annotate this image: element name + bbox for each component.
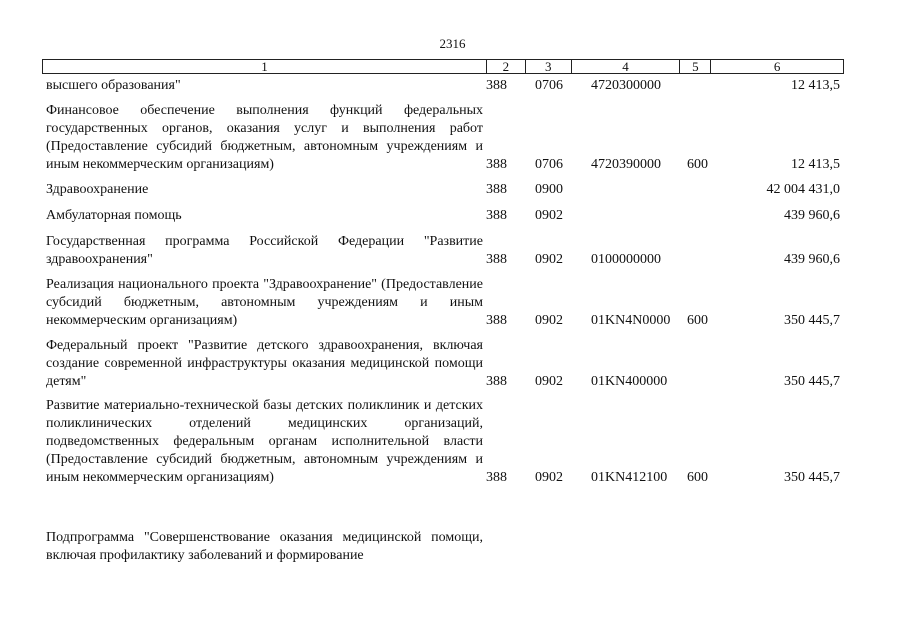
row-code-section: 0902: [535, 313, 563, 328]
row-description: высшего образования": [46, 78, 181, 93]
row-code-target: 01KN412100: [591, 470, 668, 485]
row-code-target: 01KN400000: [591, 374, 668, 389]
row-code-section: 0706: [535, 157, 563, 172]
row-amount: 12 413,5: [791, 157, 840, 172]
table-header: [42, 59, 844, 74]
header-col-2: 2: [487, 60, 526, 73]
header-col-6: 6: [773, 59, 781, 74]
row-code-expense: 600: [687, 157, 708, 172]
row-amount: 350 445,7: [784, 374, 840, 389]
row-description: Развитие материально-технической базы детских поликлиник и детских поликлинических отделений медицинских организаций, подведомственных федеральным органам исполнительной власти (Предоставление субсидий бюджетным, автономным учреждениям и иным некоммерческим организациям): [46, 398, 483, 485]
row-amount: 350 445,7: [784, 313, 840, 328]
row-code-target: 4720300000: [591, 78, 661, 93]
row-code-expense: 600: [687, 470, 708, 485]
row-code-target: 4720390000: [591, 157, 661, 172]
row-code-admin: 388: [486, 157, 507, 172]
row-code-admin: 388: [486, 78, 507, 93]
header-col-3: 3: [526, 60, 572, 73]
row-description: Амбулаторная помощь: [46, 208, 182, 223]
row-amount: 439 960,6: [784, 252, 840, 267]
row-description: Подпрограмма "Совершенствование оказания медицинской помощи, включая профилактику заболеваний и формирование: [46, 530, 483, 563]
row-description: Здравоохранение: [46, 182, 149, 197]
row-amount: 350 445,7: [784, 470, 840, 485]
row-code-admin: 388: [486, 182, 507, 197]
header-col-4: 4: [572, 60, 681, 73]
row-amount: 439 960,6: [784, 208, 840, 223]
header-col-5: 5: [680, 60, 711, 73]
row-amount: 12 413,5: [791, 78, 840, 93]
header-col-1: 1: [43, 60, 487, 73]
row-code-target: 01KN4N0000: [591, 313, 671, 328]
row-code-admin: 388: [486, 313, 507, 328]
page-number: 2316: [439, 36, 466, 51]
row-amount: 42 004 431,0: [766, 182, 840, 197]
row-code-section: 0900: [535, 182, 563, 197]
row-code-target: 0100000000: [591, 252, 661, 267]
row-description: Реализация национального проекта "Здравоохранение" (Предоставление субсидий бюджетным, автономным учреждениям и иным некоммерческим организациям): [46, 277, 483, 328]
row-code-section: 0902: [535, 374, 563, 389]
row-code-admin: 388: [486, 470, 507, 485]
row-description: Федеральный проект "Развитие детского здравоохранения, включая создание современной инфраструктуры оказания медицинской помощи детям": [46, 338, 483, 389]
row-code-section: 0902: [535, 470, 563, 485]
row-code-section: 0902: [535, 208, 563, 223]
row-code-admin: 388: [486, 208, 507, 223]
row-code-admin: 388: [486, 374, 507, 389]
row-code-expense: 600: [687, 313, 708, 328]
row-code-admin: 388: [486, 252, 507, 267]
row-description: Финансовое обеспечение выполнения функций федеральных государственных органов, оказания услуг и выполнения работ (Предоставление субсидий бюджетным, автономным учреждениям и иным некоммерческим организациям): [46, 103, 483, 172]
row-description: Государственная программа Российской Федерации "Развитие здравоохранения": [46, 234, 483, 267]
row-code-section: 0706: [535, 78, 563, 93]
row-code-section: 0902: [535, 252, 563, 267]
